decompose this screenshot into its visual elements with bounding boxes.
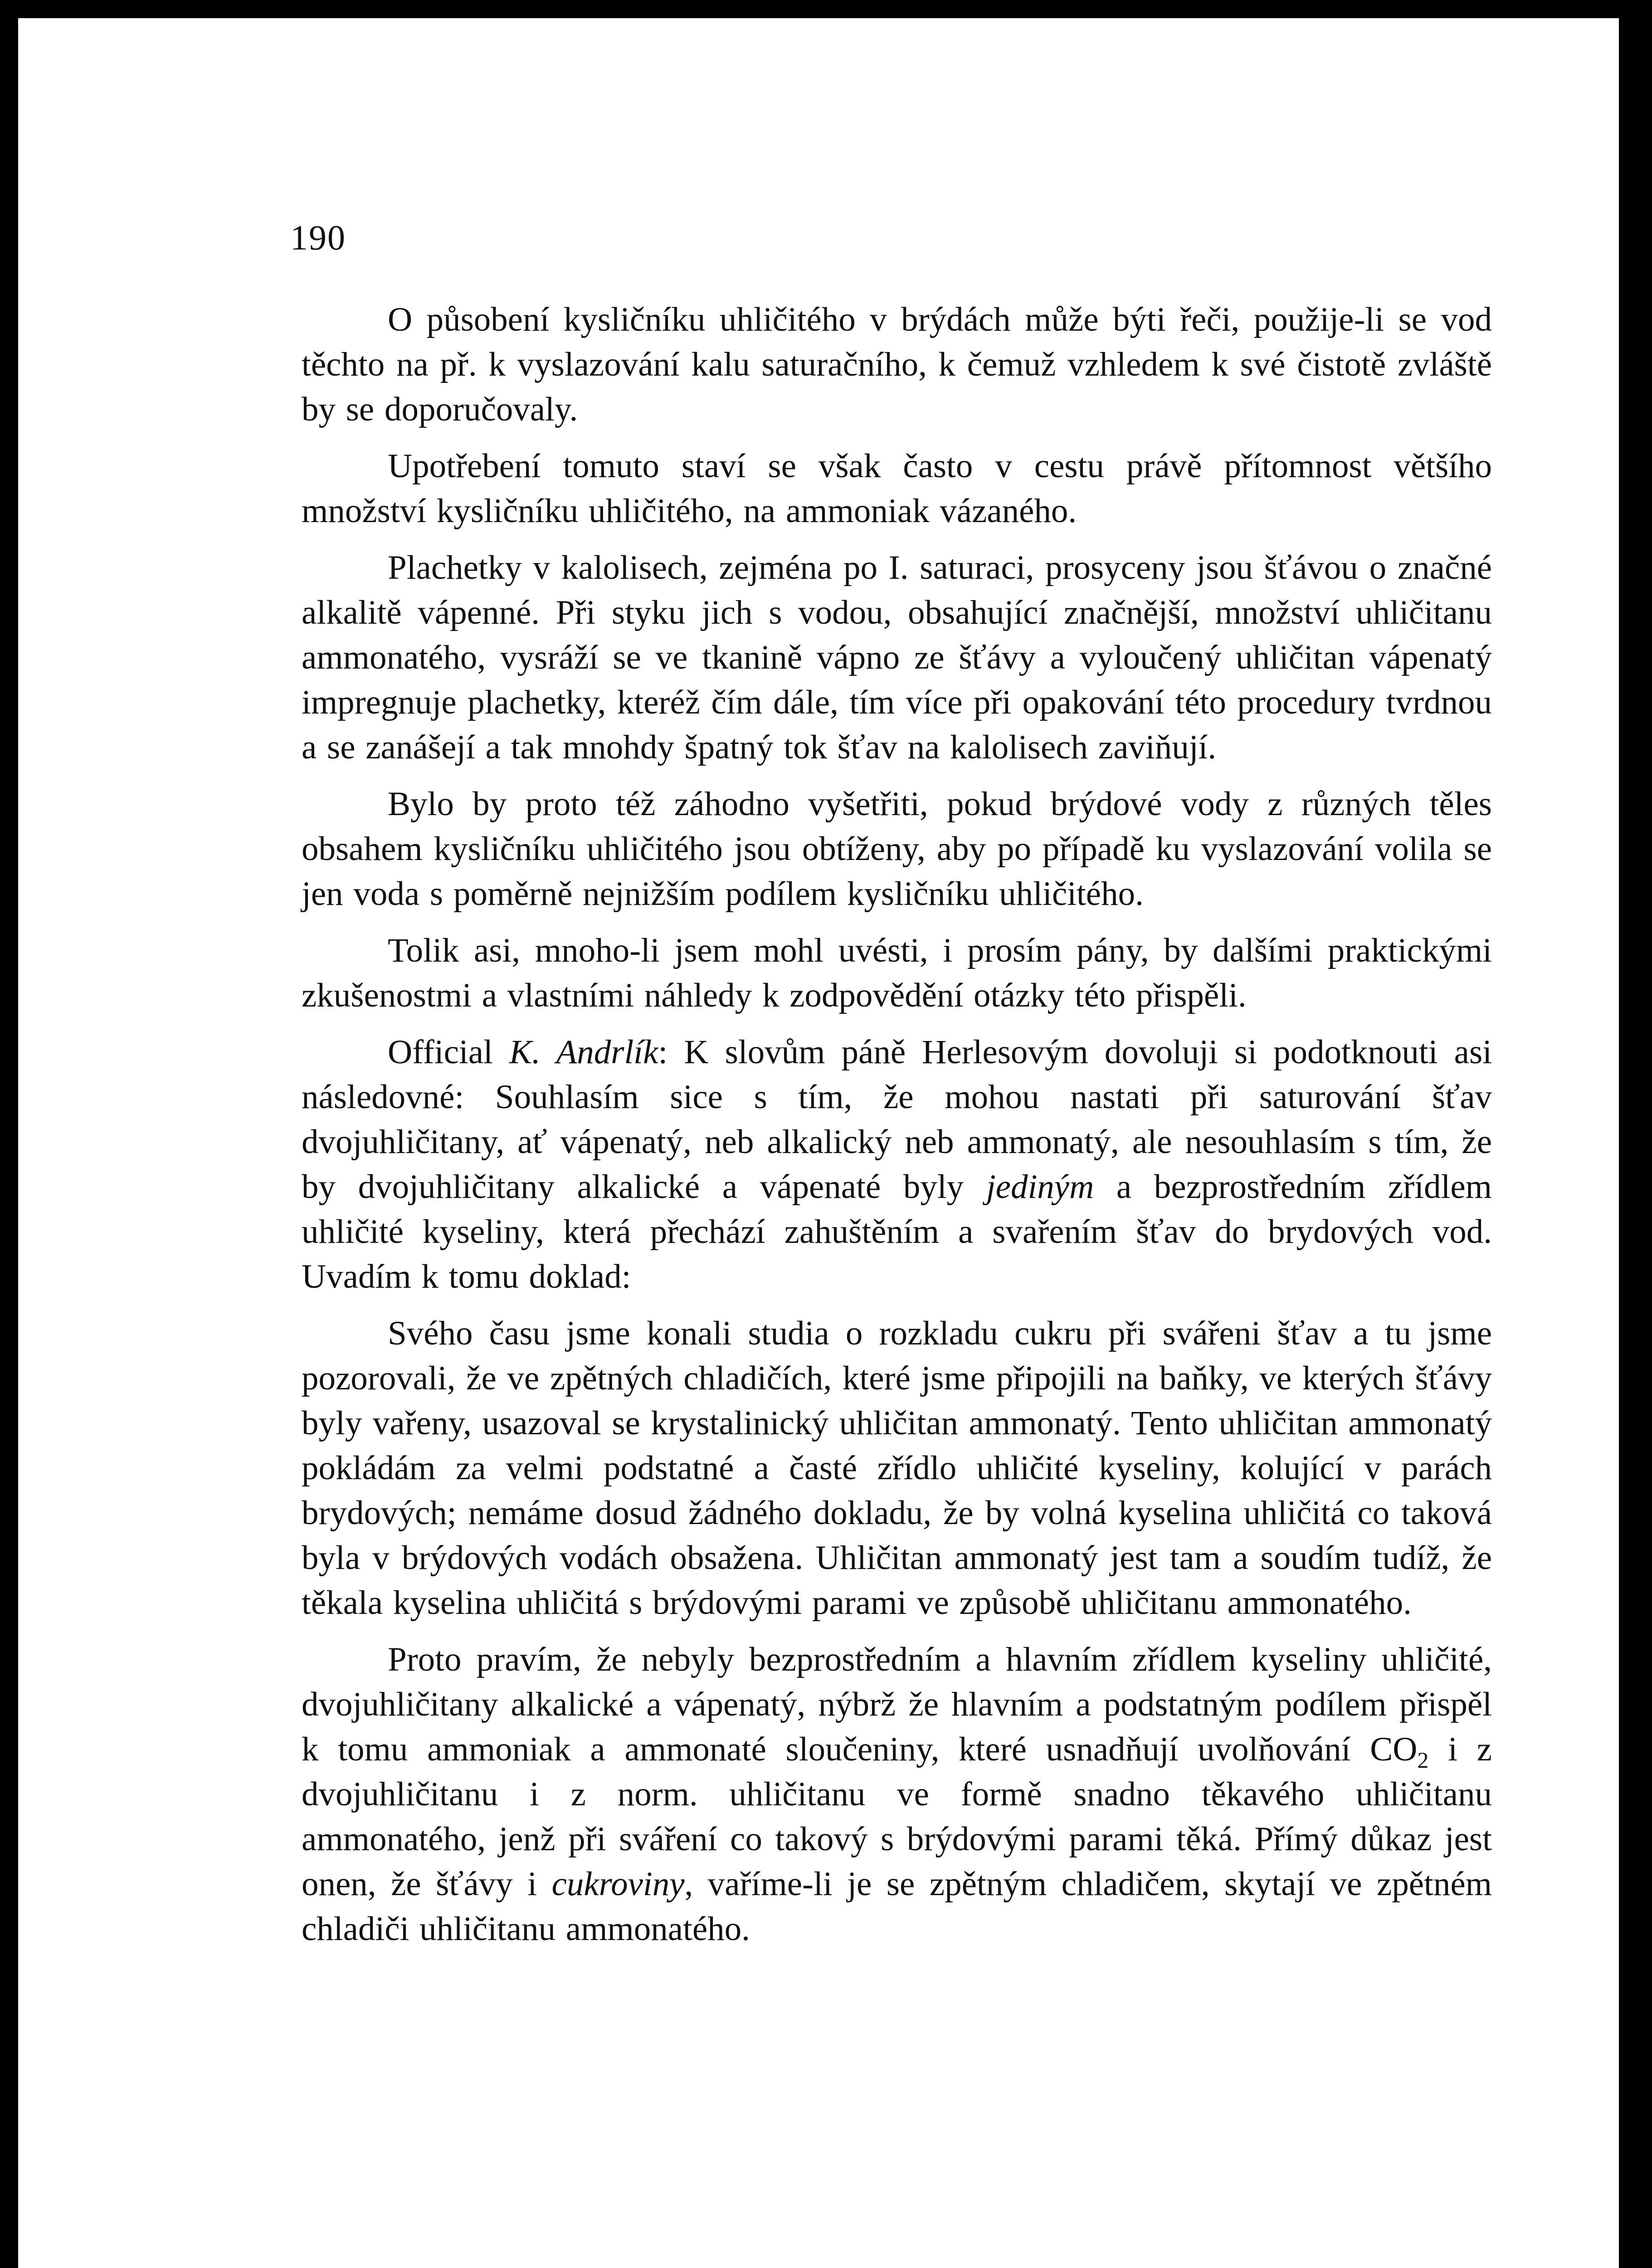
text-segment: Proto pravím, že nebyly bezprostředním a hlavním zřídlem kyseliny uhličité, dvojuhličitany alkalické a vápenatý, nýbrž že hlavním a podstatným podílem přispěl k tomu ammoniak a ammonaté sloučeniny, které usnadňují uvolňování CO — [302, 1641, 1492, 1768]
paragraph — [302, 1030, 1492, 1299]
text-segment: O působení kysličníku uhličitého v brýdách může býti řeči, použije-li se vod těchto na př. k vyslazování kalu saturačního, k čemuž vzhledem k své čistotě zvláště by se doporučovaly. — [302, 301, 1492, 428]
paragraph — [302, 297, 1492, 432]
text-segment: Official — [388, 1033, 509, 1071]
subscript-text: 2 — [1417, 1747, 1429, 1773]
text-segment: Svého času jsme konali studia o rozkladu cukru při svářeni šťav a tu jsme pozorovali, že ve zpětných chladičích, které jsme připojili na baňky, ve kterých šťávy byly vařeny, usazoval se krystalinický uhličitan ammonatý. Tento uhličitan ammonatý pokládám za velmi podstatné a časté zřídlo uhličité kyseliny, kolující v parách brydových; nemáme dosud žádného dokladu, že by volná kyselina uhličitá co taková byla v brýdových vodách obsažena. Uhličitan ammonatý jest tam a soudím tudíž, že těkala kyselina uhličitá s brýdovými parami ve způsobě uhličitanu ammonatého. — [302, 1315, 1492, 1622]
document-page — [18, 18, 1619, 2268]
text-segment: Plachetky v kalolisech, zejména po I. saturaci, prosyceny jsou šťávou o značné alkalitě vápenné. Při styku jich s vodou, obsahující značnější, množství uhličitanu ammonatého, vysráží se ve tkanině vápno ze šťávy a vyloučený uhličitan vápenatý impregnuje plachetky, kteréž čím dále, tím více při opakování této procedury tvrdnou a se zanášejí a tak mnohdy špatný tok šťav na kalolisech zaviňují. — [302, 549, 1492, 766]
paragraph — [302, 545, 1492, 770]
text-segment: a bezprostředním zřídlem uhličité kyseliny, která přechází zahuštěním a svařením šťav do brydových vod. Uvadím k tomu doklad: — [302, 1168, 1492, 1295]
paragraph — [302, 1637, 1492, 1951]
italic-text: cukroviny — [551, 1865, 685, 1903]
page-number: 190 — [290, 218, 346, 257]
text-segment: , vaříme-li je se zpětným chladičem, skytají ve zpětném chladiči uhličitanu ammonatého. — [302, 1865, 1492, 1948]
body-text — [302, 297, 1492, 1951]
paragraph — [302, 928, 1492, 1018]
paragraph — [302, 1311, 1492, 1625]
text-segment: Upotřebení tomuto staví se však často v cestu právě přítomnost většího množství kysličníku uhličitého, na ammoniak vázaného. — [302, 447, 1492, 530]
text-segment: i z dvojuhličitanu i z norm. uhličitanu ve formě snadno těkavého uhličitanu ammonatého, jenž při sváření co takový s brýdovými parami těká. Přímý důkaz jest onen, že šťávy i — [302, 1730, 1492, 1903]
text-segment: Bylo by proto též záhodno vyšetřiti, pokud brýdové vody z různých těles obsahem kysličníku uhličitého jsou obtíženy, aby po případě ku vyslazování volila se jen voda s poměrně nejnižším podílem kysličníku uhličitého. — [302, 785, 1492, 913]
italic-text: jediným — [986, 1168, 1094, 1206]
paragraph — [302, 782, 1492, 916]
italic-text: K. Andrlík — [509, 1033, 658, 1071]
text-segment: : K slovům páně Herlesovým dovoluji si podotknouti asi následovné: Souhlasím sice s tím, že mohou nastati při saturování šťav dvojuhličitany, ať vápenatý, neb alkalický neb ammonatý, ale nesouhlasím s tím, že by dvojuhličitany alkalické a vápenaté byly — [302, 1033, 1492, 1206]
paragraph — [302, 444, 1492, 533]
text-segment: Tolik asi, mnoho-li jsem mohl uvésti, i prosím pány, by dalšími praktickými zkušenostmi a vlastními náhledy k zodpovědění otázky této přispěli. — [302, 932, 1492, 1014]
